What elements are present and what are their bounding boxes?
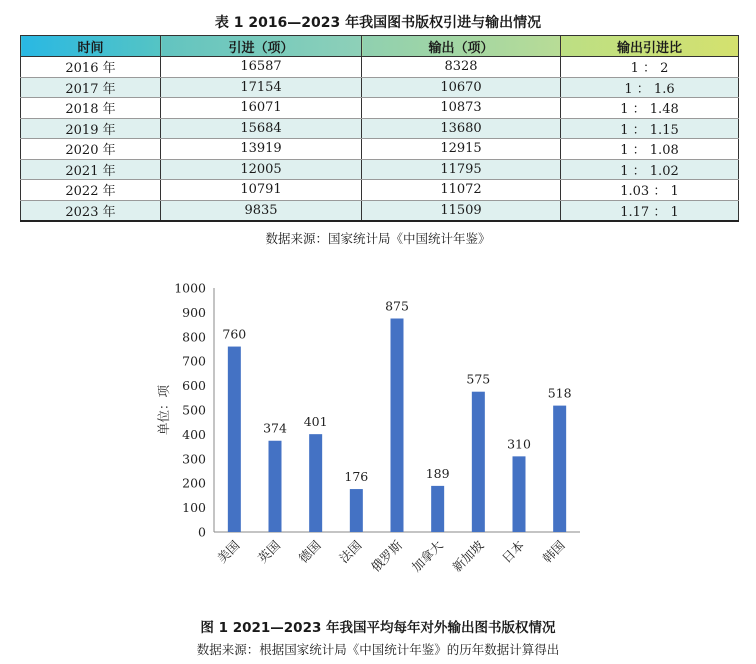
y-tick-label: 500 bbox=[182, 402, 206, 418]
cell-export: 10670 bbox=[362, 77, 561, 98]
cell-ratio: 1.03 ： 1 bbox=[561, 180, 739, 201]
x-tick-label: 新加坡 bbox=[449, 537, 487, 575]
cell-export: 11072 bbox=[362, 180, 561, 201]
copyright-table bbox=[20, 35, 739, 222]
cell-ratio: 1 ： 1.6 bbox=[561, 77, 739, 98]
y-axis-label: 单位：项 bbox=[156, 384, 171, 436]
bar bbox=[431, 486, 444, 532]
data-label: 875 bbox=[385, 298, 409, 314]
x-tick-label: 加拿大 bbox=[408, 537, 446, 575]
bar bbox=[391, 319, 404, 533]
table-row bbox=[21, 200, 739, 221]
y-tick-label: 100 bbox=[182, 500, 206, 516]
bar-chart bbox=[0, 270, 756, 610]
table-source-note: 数据来源：国家统计局《中国统计年鉴》 bbox=[265, 231, 491, 246]
cell-ratio: 1 ： 1.02 bbox=[561, 159, 739, 180]
cell-import: 13919 bbox=[161, 139, 362, 160]
cell-import: 17154 bbox=[161, 77, 362, 98]
cell-export: 12915 bbox=[362, 139, 561, 160]
cell-import: 9835 bbox=[161, 200, 362, 221]
cell-ratio: 1.17 ： 1 bbox=[561, 200, 739, 221]
bar bbox=[472, 392, 485, 532]
y-tick-label: 200 bbox=[182, 475, 206, 491]
data-label: 189 bbox=[425, 465, 450, 481]
cell-ratio: 1 ： 2 bbox=[561, 57, 739, 78]
header-ratio: 输出引进比 bbox=[561, 36, 739, 57]
x-tick-label: 法国 bbox=[336, 537, 365, 566]
data-label: 374 bbox=[263, 420, 287, 436]
cell-year: 2020 年 bbox=[21, 139, 161, 160]
cell-import: 12005 bbox=[161, 159, 362, 180]
cell-year: 2019 年 bbox=[21, 118, 161, 139]
y-tick-label: 400 bbox=[182, 426, 206, 442]
y-tick-label: 900 bbox=[182, 304, 206, 320]
data-label: 518 bbox=[547, 385, 572, 401]
cell-export: 10873 bbox=[362, 98, 561, 119]
cell-import: 16587 bbox=[161, 57, 362, 78]
data-label: 760 bbox=[222, 326, 247, 342]
y-tick-label: 600 bbox=[182, 378, 206, 394]
x-tick-label: 俄罗斯 bbox=[367, 537, 406, 575]
y-tick-label: 300 bbox=[182, 451, 206, 467]
x-tick-label: 英国 bbox=[254, 537, 284, 566]
bar bbox=[513, 456, 526, 532]
data-label: 176 bbox=[344, 469, 369, 485]
cell-import: 16071 bbox=[161, 98, 362, 119]
cell-import: 15684 bbox=[161, 118, 362, 139]
data-label: 575 bbox=[466, 371, 491, 387]
y-tick-label: 700 bbox=[182, 353, 206, 369]
bar bbox=[269, 441, 282, 532]
table-row bbox=[21, 57, 739, 78]
figure-source-note: 数据来源：根据国家统计局《中国统计年鉴》的历年数据计算得出 bbox=[196, 642, 560, 657]
header-time: 时间 bbox=[21, 36, 161, 57]
x-tick-label: 日本 bbox=[498, 537, 528, 566]
data-label: 310 bbox=[507, 436, 531, 452]
table-row bbox=[21, 98, 739, 119]
bar bbox=[350, 489, 363, 532]
cell-import: 10791 bbox=[161, 180, 362, 201]
cell-year: 2021 年 bbox=[21, 159, 161, 180]
table-row bbox=[21, 180, 739, 201]
y-tick-label: 800 bbox=[182, 329, 206, 345]
table-row bbox=[21, 139, 739, 160]
header-export: 输出（项） bbox=[362, 36, 561, 57]
bar bbox=[309, 434, 322, 532]
bar bbox=[228, 347, 241, 532]
y-tick-label: 1000 bbox=[174, 280, 206, 296]
table-row bbox=[21, 77, 739, 98]
cell-year: 2023 年 bbox=[21, 200, 161, 221]
cell-ratio: 1 ： 1.08 bbox=[561, 139, 739, 160]
data-label: 401 bbox=[303, 414, 328, 430]
cell-export: 13680 bbox=[362, 118, 561, 139]
header-import: 引进（项） bbox=[161, 36, 362, 57]
cell-export: 8328 bbox=[362, 57, 561, 78]
cell-export: 11795 bbox=[362, 159, 561, 180]
cell-year: 2017 年 bbox=[21, 77, 161, 98]
x-tick-label: 美国 bbox=[214, 537, 243, 566]
x-tick-label: 德国 bbox=[295, 537, 324, 566]
table-row bbox=[21, 159, 739, 180]
figure-title: 图 1 2021—2023 年我国平均每年对外输出图书版权情况 bbox=[200, 620, 556, 636]
bar bbox=[553, 406, 566, 532]
cell-year: 2022 年 bbox=[21, 180, 161, 201]
table-title: 表 1 2016—2023 年我国图书版权引进与输出情况 bbox=[214, 15, 542, 31]
y-tick-label: 0 bbox=[198, 524, 206, 540]
table-row bbox=[21, 118, 739, 139]
cell-export: 11509 bbox=[362, 200, 561, 221]
cell-ratio: 1 ： 1.15 bbox=[561, 118, 739, 139]
cell-year: 2018 年 bbox=[21, 98, 161, 119]
table-header-row bbox=[21, 36, 739, 57]
cell-ratio: 1 ： 1.48 bbox=[561, 98, 739, 119]
cell-year: 2016 年 bbox=[21, 57, 161, 78]
x-tick-label: 韩国 bbox=[539, 537, 568, 566]
